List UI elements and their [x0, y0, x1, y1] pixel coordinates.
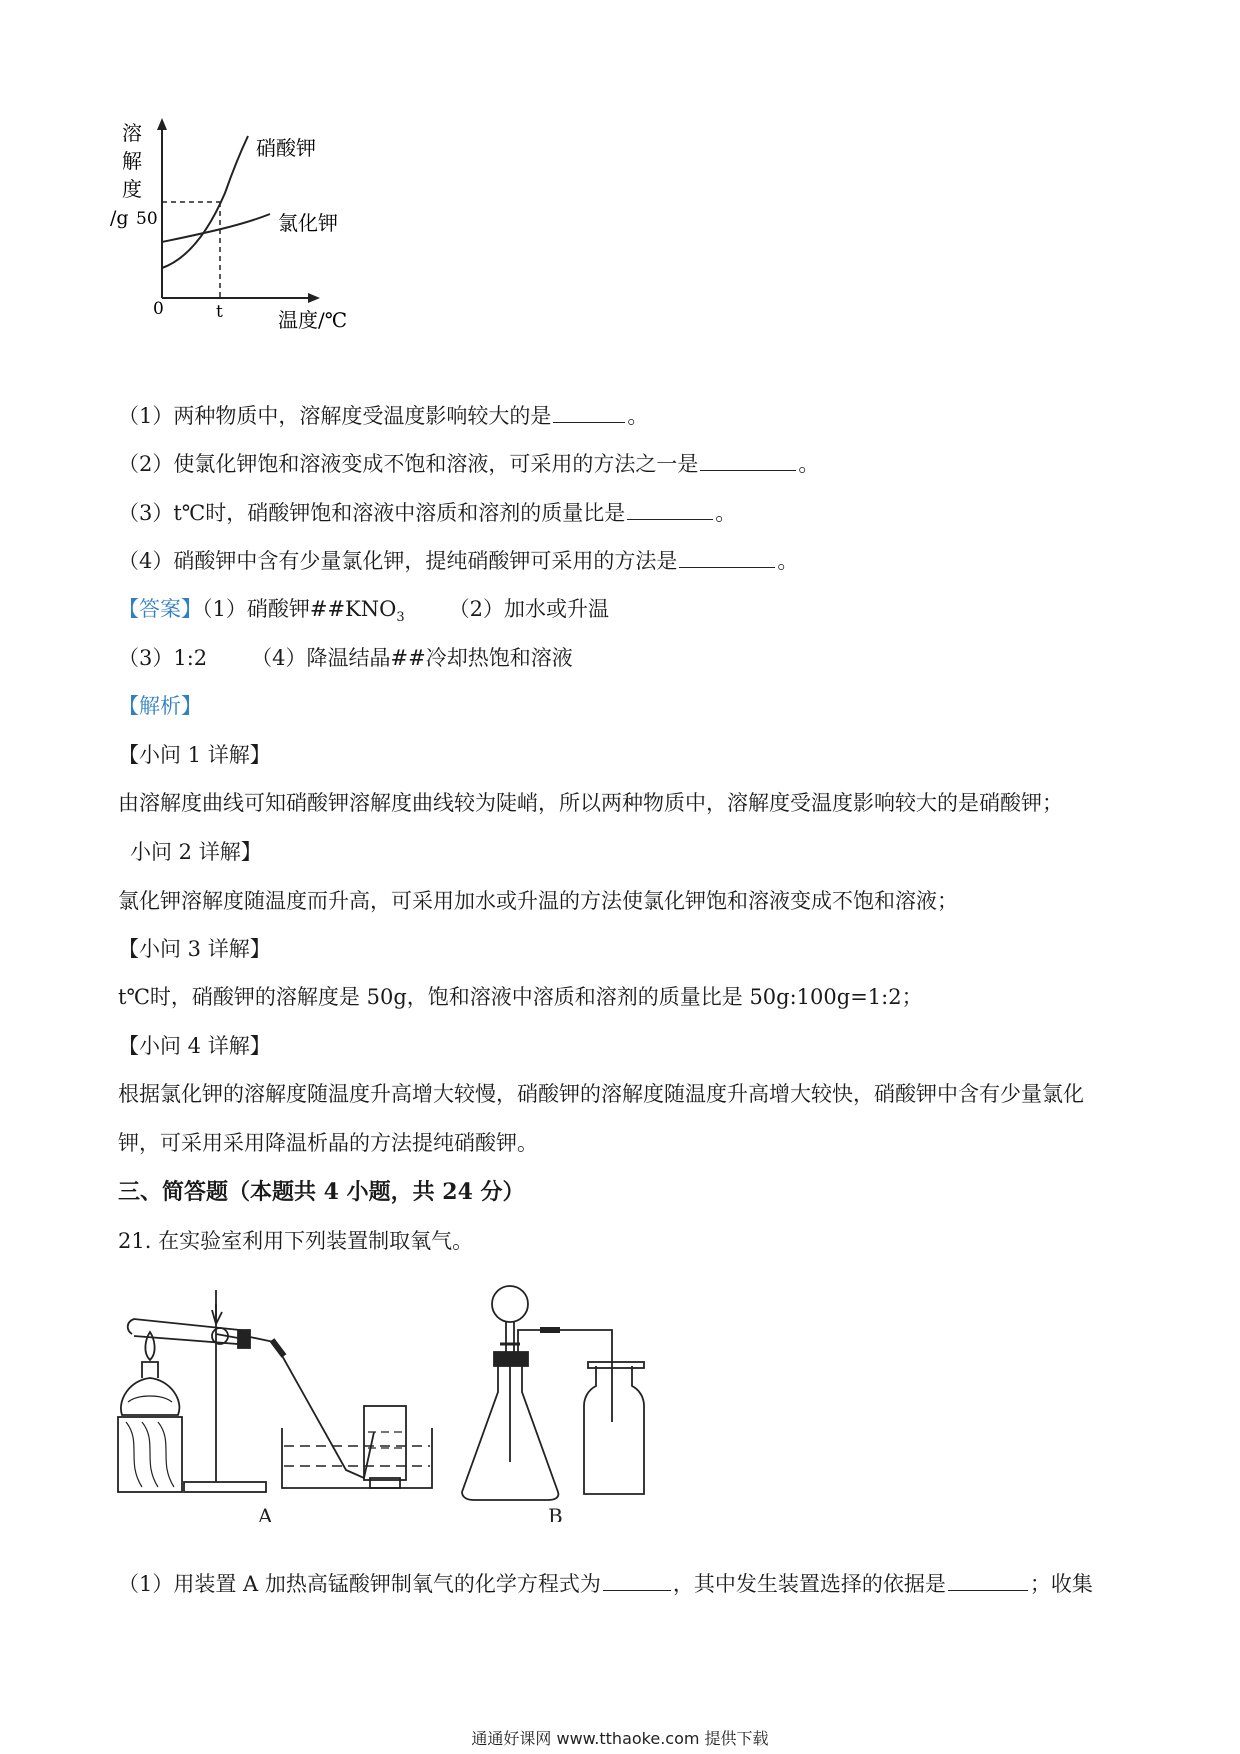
answer-1: （1）硝酸钾##KNO	[202, 597, 397, 621]
analysis-heading-2: 小问 2 详解】	[130, 840, 262, 864]
answer-2: （2）加水或升温	[448, 597, 609, 621]
solubility-graph	[110, 118, 410, 378]
kno3-label: 硝酸钾	[256, 136, 316, 160]
analysis-para-2: 氯化钾溶解度随温度而升高，可采用加水或升温的方法使氯化钾饱和溶液变成不饱和溶液；	[118, 889, 958, 913]
answer-1-subscript: 3	[396, 610, 405, 626]
question-1	[118, 401, 648, 431]
y-axis-label-2: 解	[122, 149, 142, 173]
analysis-para-3: t℃时，硝酸钾的溶解度是 50g，饱和溶液中溶质和溶剂的质量比是 50g:100g=1:2；	[118, 985, 923, 1009]
question-3	[118, 498, 736, 528]
apparatus-figure	[112, 1282, 712, 1522]
funnel-bulb	[492, 1286, 528, 1322]
question-2-text: （2）使氯化钾饱和溶液变成不饱和溶液，可采用的方法之一是	[118, 452, 699, 476]
question-3-blank[interactable]	[627, 499, 713, 520]
gas-jar	[364, 1406, 406, 1480]
q21-sub1-end: ；收集	[1029, 1572, 1093, 1596]
origin-label: 0	[153, 299, 164, 319]
x-tick-t: t	[216, 302, 223, 322]
q21-sub1-blank-1[interactable]	[603, 1570, 671, 1591]
analysis-para-1: 由溶解度曲线可知硝酸钾溶解度曲线较为陡峭，所以两种物质中，溶解度受温度影响较大的是硝酸钾；	[118, 791, 1063, 815]
answer-4: （4）降温结晶##冷却热饱和溶液	[251, 646, 573, 670]
clamp-arrow	[212, 1304, 222, 1324]
y-axis-label-3: 度	[122, 177, 142, 201]
apparatus-a-label: A	[258, 1504, 273, 1522]
y-axis-arrow	[157, 118, 167, 130]
q21-sub1-blank-2[interactable]	[948, 1570, 1028, 1591]
question-4-end: 。	[777, 549, 799, 573]
section-3-title: 三、简答题（本题共 4 小题，共 24 分）	[118, 1179, 525, 1205]
page-footer: 通通好课网 www.tthaoke.com 提供下载	[471, 1729, 769, 1748]
question-3-text: （3）t℃时，硝酸钾饱和溶液中溶质和溶剂的质量比是	[118, 501, 626, 525]
question-1-end: 。	[627, 404, 649, 428]
answer-line-2	[118, 643, 573, 673]
question-2-blank[interactable]	[700, 450, 796, 471]
y-tick-50: 50	[136, 209, 158, 229]
lamp-liquid	[128, 1396, 172, 1402]
question-4-blank[interactable]	[679, 547, 775, 568]
q21-sub1-mid: ，其中发生装置选择的依据是	[672, 1572, 946, 1596]
lamp-wick-cap	[142, 1362, 158, 1378]
question-1-blank[interactable]	[553, 402, 625, 423]
water-trough	[282, 1428, 432, 1488]
question-3-end: 。	[715, 501, 737, 525]
answer-tag: 【答案】	[118, 597, 202, 621]
answer-line-1	[118, 594, 609, 633]
question-21-stem: 21. 在实验室利用下列装置制取氧气。	[118, 1229, 474, 1253]
x-axis-arrow	[308, 293, 320, 303]
collecting-bottle	[584, 1366, 644, 1494]
delivery-tube	[250, 1337, 374, 1478]
q21-sub1-text: （1）用装置 A 加热高锰酸钾制氧气的化学方程式为	[118, 1572, 601, 1596]
answer-3: （3）1:2	[118, 646, 208, 670]
question-2	[118, 449, 819, 479]
apparatus-b	[462, 1286, 644, 1500]
question-1-text: （1）两种物质中，溶解度受温度影响较大的是	[118, 404, 552, 428]
question-4	[118, 546, 798, 576]
flask-stopper	[494, 1352, 528, 1366]
question-2-end: 。	[798, 452, 820, 476]
rubber-joint	[272, 1340, 284, 1356]
question-4-text: （4）硝酸钾中含有少量氯化钾，提纯硝酸钾可采用的方法是	[118, 549, 678, 573]
analysis-heading-4: 【小问 4 详解】	[118, 1034, 271, 1058]
analysis-tag-line	[118, 691, 202, 721]
test-tube	[128, 1319, 240, 1344]
stand-base	[184, 1482, 266, 1492]
apparatus-b-label: B	[548, 1504, 563, 1522]
y-axis-unit: /g	[110, 207, 129, 229]
connecting-tube	[518, 1330, 612, 1422]
analysis-para-4a: 根据氯化钾的溶解度随温度升高增大较慢，硝酸钾的溶解度随温度升高增大较快，硝酸钾中含有少量氯化	[118, 1082, 1084, 1106]
apparatus-a	[118, 1290, 432, 1492]
analysis-heading-3: 【小问 3 详解】	[118, 937, 271, 961]
analysis-para-4b: 钾，可采用采用降温析晶的方法提纯硝酸钾。	[118, 1131, 538, 1155]
stopper	[238, 1330, 250, 1348]
kcl-curve	[162, 214, 270, 242]
x-axis-label: 温度/℃	[278, 308, 348, 332]
y-axis-label-1: 溶	[122, 121, 142, 145]
kcl-label: 氯化钾	[278, 211, 338, 235]
wood-grain	[126, 1422, 174, 1487]
analysis-tag: 【解析】	[118, 694, 202, 718]
analysis-heading-1: 【小问 1 详解】	[118, 743, 271, 767]
question-21-sub-1	[118, 1569, 1093, 1599]
